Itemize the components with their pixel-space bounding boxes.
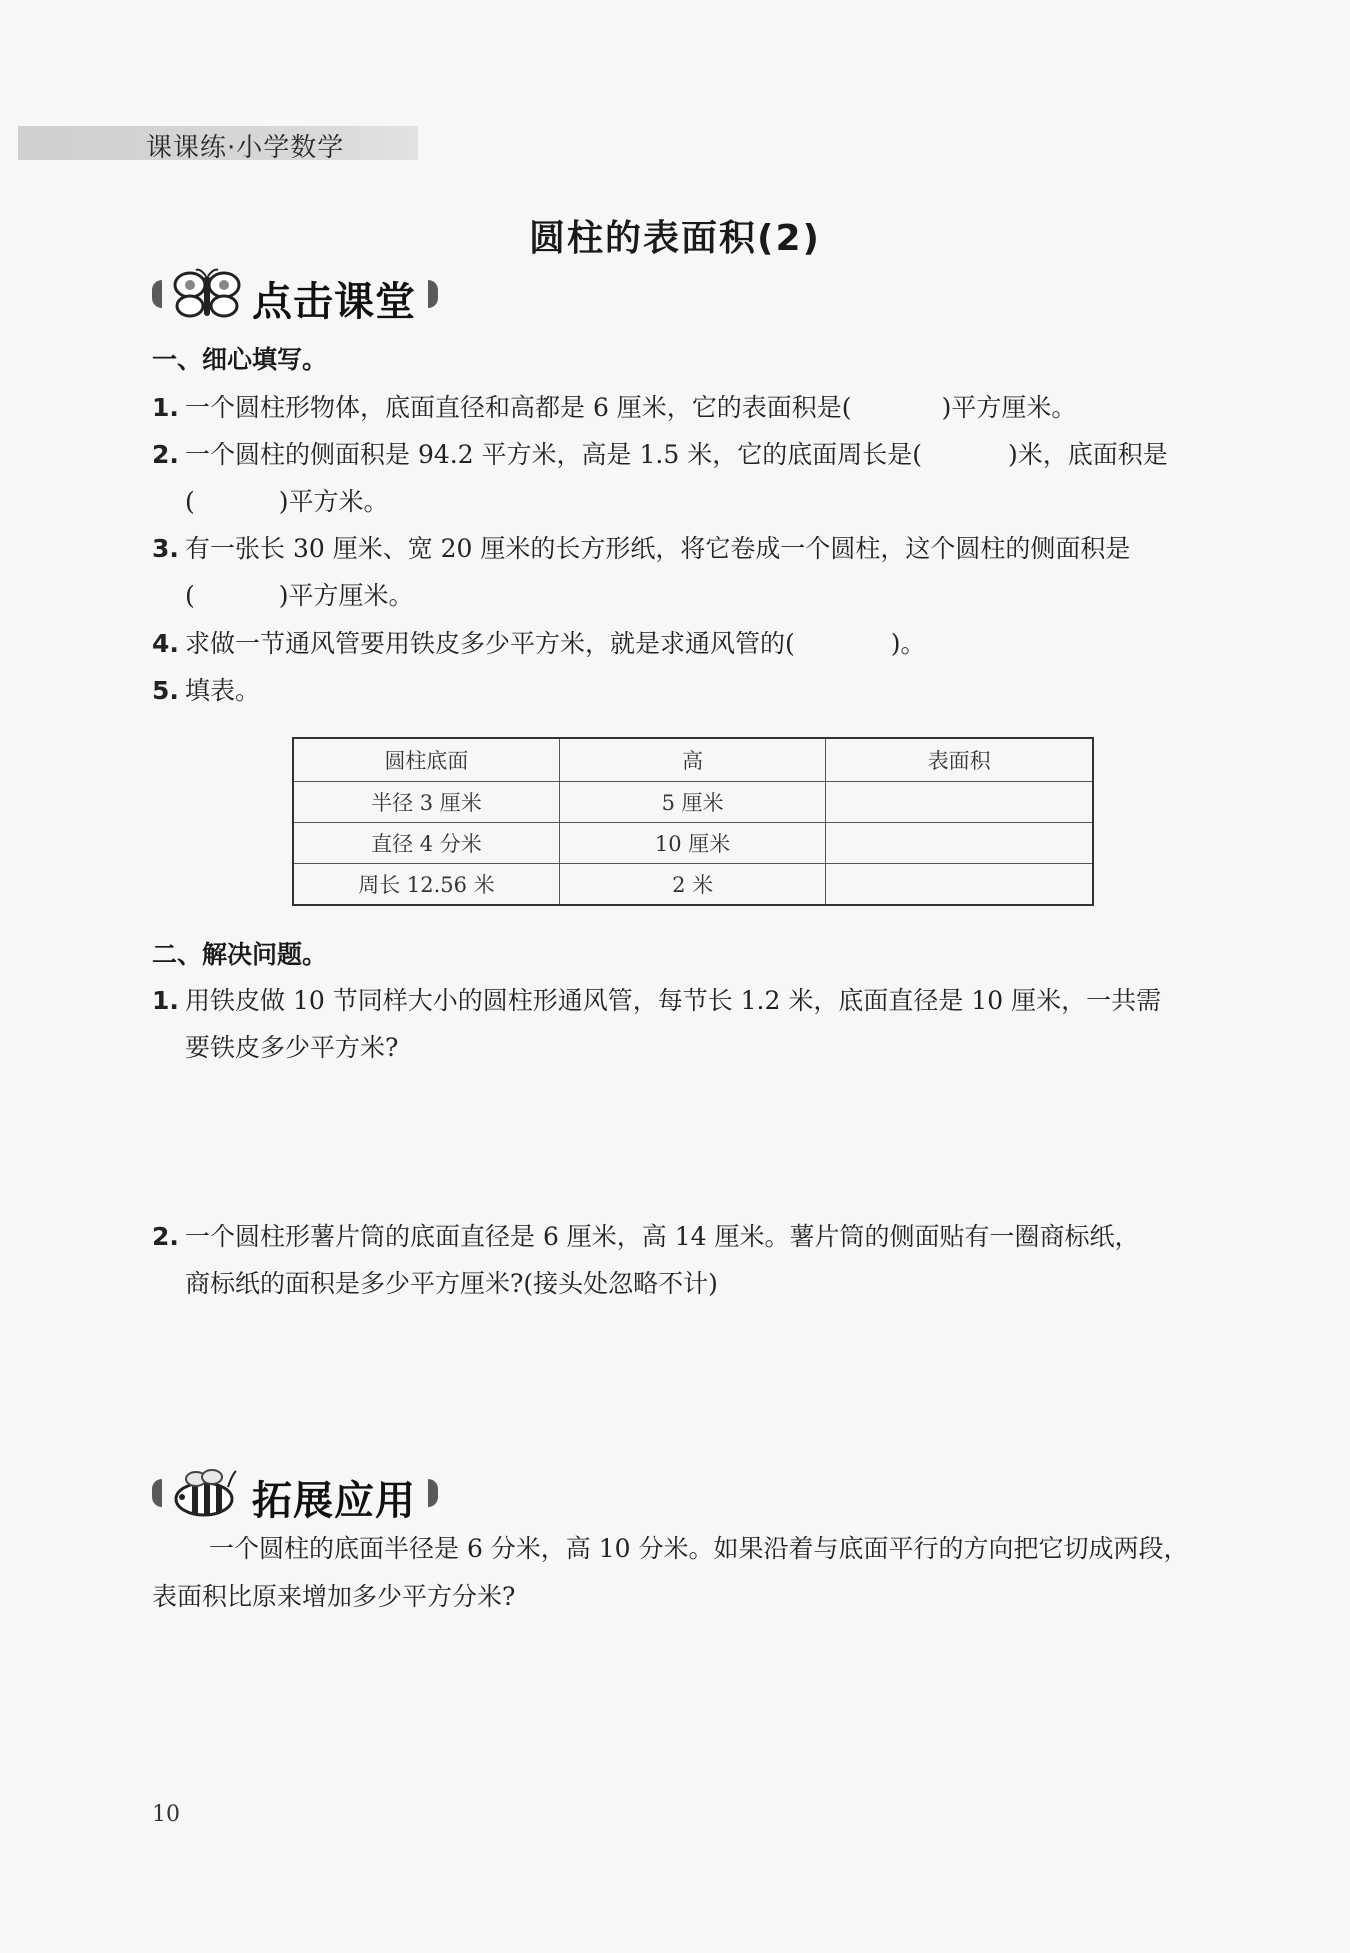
problem-2: 2. 一个圆柱形薯片筒的底面直径是 6 厘米，高 14 厘米。薯片筒的侧面贴有一圈商标纸， 商标纸的面积是多少平方厘米?(接头处忽略不计) [152, 1222, 1140, 1298]
extension-banner-label: 拓展应用 [252, 1478, 416, 1524]
question-2: 2. 一个圆柱的侧面积是 94.2 平方米，高是 1.5 米，它的底面周长是( )米，底面积是 ( )平方米。 [152, 440, 1168, 516]
table-cell: 5 厘米 [559, 782, 825, 823]
classroom-banner [152, 268, 452, 325]
table-row [293, 864, 1093, 906]
table-cell: 半径 3 厘米 [293, 782, 559, 823]
extension-banner [152, 1467, 452, 1524]
running-header [18, 126, 418, 163]
table-cell: 周长 12.56 米 [293, 864, 559, 906]
table-header-cell: 圆柱底面 [293, 738, 559, 782]
question-1: 1. 一个圆柱形物体，底面直径和高都是 6 厘米，它的表面积是( )平方厘米。 [152, 393, 1077, 422]
classroom-banner-label: 点击课堂 [252, 279, 416, 325]
table-cell: 直径 4 分米 [293, 823, 559, 864]
banner-right-cap [428, 1479, 438, 1507]
answer-cell[interactable] [826, 823, 1093, 864]
page-title: 圆柱的表面积(2) [529, 218, 821, 259]
table-header-cell: 高 [559, 738, 825, 782]
extension-problem: 一个圆柱的底面半径是 6 分米，高 10 分米。如果沿着与底面平行的方向把它切成两段，表面积比原来增加多少平方分米? [152, 1534, 1189, 1611]
problem-1: 1. 用铁皮做 10 节同样大小的圆柱形通风管，每节长 1.2 米，底面直径是 10 厘米，一共需 要铁皮多少平方米? [152, 986, 1162, 1062]
part2-heading: 二、解决问题。 [152, 940, 328, 969]
table-cell: 2 米 [559, 864, 825, 906]
banner-left-cap [152, 1479, 162, 1507]
fill-in-table [292, 737, 1094, 906]
banner-right-cap [428, 280, 438, 308]
question-3: 3. 有一张长 30 厘米、宽 20 厘米的长方形纸，将它卷成一个圆柱，这个圆柱的侧面积是 ( )平方厘米。 [152, 534, 1131, 610]
question-4: 4. 求做一节通风管要用铁皮多少平方米，就是求通风管的( )。 [152, 629, 926, 658]
banner-left-cap [152, 280, 162, 308]
answer-cell[interactable] [826, 782, 1093, 823]
table-cell: 10 厘米 [559, 823, 825, 864]
table-row [293, 823, 1093, 864]
table-header-row [293, 738, 1093, 782]
bee-icon [166, 1467, 244, 1519]
part1-heading: 一、细心填写。 [152, 345, 328, 374]
answer-cell[interactable] [826, 864, 1093, 906]
page-number: 10 [152, 1802, 180, 1827]
table-header-cell: 表面积 [826, 738, 1093, 782]
butterfly-icon [166, 268, 244, 320]
table-row [293, 782, 1093, 823]
question-5: 5. 填表。 [152, 676, 261, 705]
book-title: 课课练·小学数学 [146, 133, 345, 163]
